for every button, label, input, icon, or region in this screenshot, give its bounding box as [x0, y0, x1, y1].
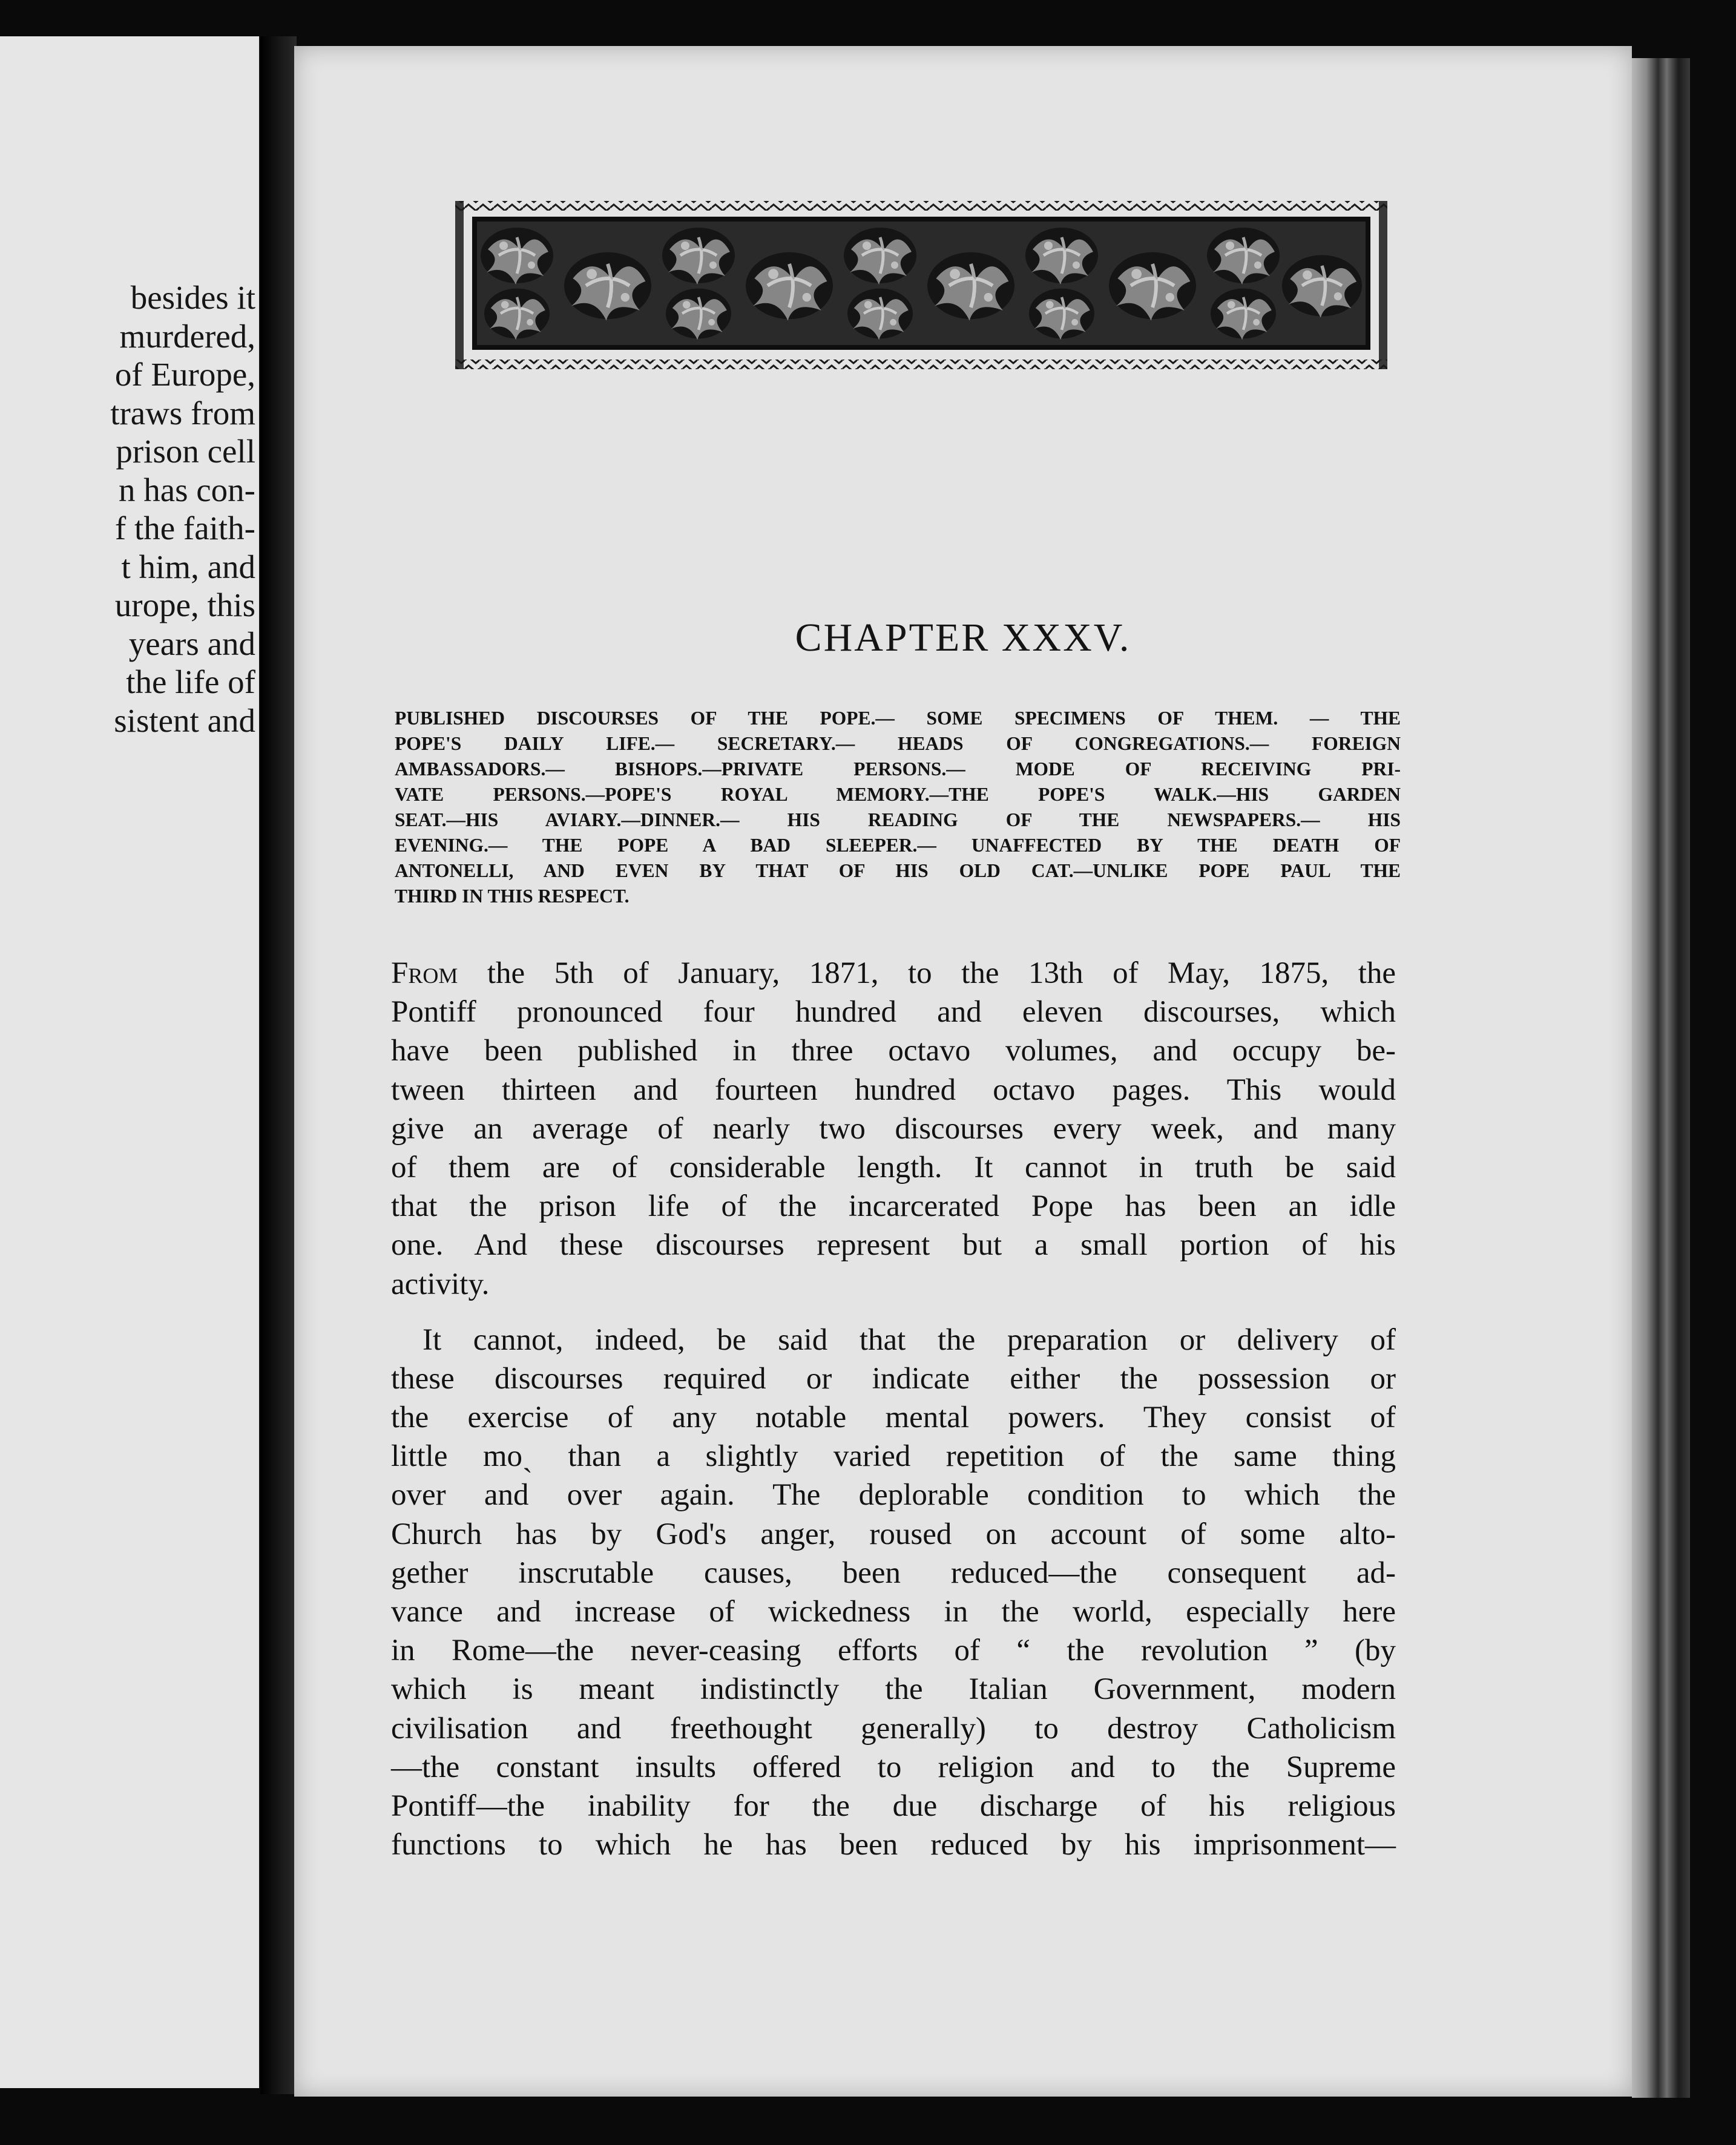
left-line: the life of — [126, 663, 255, 700]
synopsis-line: THIRD IN THIS RESPECT. — [395, 885, 630, 907]
paragraph-line: It cannot, indeed, be said that the preparation or delivery of — [422, 1322, 1396, 1357]
left-line: n has con- — [118, 471, 255, 508]
body-text — [391, 954, 1396, 1864]
paragraph-line: which is meant indistinctly the Italian Government, modern — [391, 1672, 1396, 1707]
paragraph-line: these discourses required or indicate either the possession or — [391, 1361, 1396, 1396]
paragraph-line: gether inscrutable causes, been reduced—the consequent ad- — [391, 1555, 1396, 1590]
paragraph-line: little moˎ than a slightly varied repetition of the same thing — [391, 1439, 1396, 1474]
first-line-rest: the 5th of January, 1871, to the 13th of May, 1875, the — [458, 956, 1396, 990]
page-stack-edge — [1632, 58, 1690, 2098]
left-line: sistent and — [114, 701, 255, 739]
paragraph-line: functions to which he has been reduced by his imprisonment— — [391, 1828, 1396, 1862]
synopsis-line: ANTONELLI, AND EVEN BY THAT OF HIS OLD CAT.—UNLIKE POPE PAUL THE — [395, 860, 1401, 881]
opening-word: From — [391, 956, 458, 990]
paragraph-line: vance and increase of wickedness in the world, especially here — [391, 1595, 1396, 1629]
synopsis-line: POPE'S DAILY LIFE.— SECRETARY.— HEADS OF CONGREGATIONS.— FOREIGN — [395, 733, 1401, 754]
synopsis-line: AMBASSADORS.— BISHOPS.—PRIVATE PERSONS.— MODE OF RECEIVING PRI- — [395, 758, 1401, 780]
left-line: besides it — [130, 279, 255, 316]
paragraph-line: Pontiff—the inability for the due discharge of his religious — [391, 1789, 1396, 1823]
left-page-text — [0, 278, 255, 740]
paragraph-line: one. And these discourses represent but a small portion of his — [391, 1228, 1396, 1263]
paragraph-line: tween thirteen and fourteen hundred octavo pages. This would — [391, 1072, 1396, 1107]
decorative-leaf-band-icon — [450, 195, 1392, 376]
left-line: urope, this — [114, 586, 255, 623]
chapter-title: CHAPTER XXXV. — [795, 616, 1131, 660]
left-facing-page — [0, 36, 268, 2088]
left-line: murdered, — [119, 317, 255, 355]
synopsis-line: EVENING.— THE POPE A BAD SLEEPER.— UNAFFECTED BY THE DEATH OF — [395, 835, 1401, 856]
left-line: t him, and — [121, 548, 255, 585]
book-gutter — [260, 36, 297, 2094]
paragraph-line: Pontiff pronounced four hundred and eleven discourses, which — [391, 995, 1396, 1030]
paragraph-line: —the constant insults offered to religion and to the Supreme — [391, 1750, 1396, 1784]
chapter-synopsis — [395, 706, 1401, 909]
paragraph-line: in Rome—the never-ceasing efforts of “ the revolution ” (by — [391, 1634, 1396, 1668]
paragraph-line: the exercise of any notable mental powers. They consist of — [391, 1401, 1396, 1435]
paragraph-line: civilisation and freethought generally) to destroy Catholicism — [391, 1711, 1396, 1746]
left-line: traws from — [110, 394, 255, 432]
synopsis-line: VATE PERSONS.—POPE'S ROYAL MEMORY.—THE POPE'S WALK.—HIS GARDEN — [395, 784, 1401, 805]
paragraph-line: give an average of nearly two discourses every week, and many — [391, 1111, 1396, 1146]
left-line: f the faith- — [114, 510, 255, 547]
left-line: years and — [128, 625, 255, 662]
synopsis-line: PUBLISHED DISCOURSES OF THE POPE.— SOME SPECIMENS OF THEM. — THE — [395, 708, 1401, 729]
paragraph-line: that the prison life of the incarcerated Pope has been an idle — [391, 1189, 1396, 1224]
right-page — [294, 46, 1632, 2097]
paragraph-line: activity. — [391, 1267, 490, 1301]
paragraph-line: have been published in three octavo volumes, and occupy be- — [391, 1034, 1396, 1068]
left-line: of Europe, — [114, 356, 255, 393]
paragraph-line: of them are of considerable length. It cannot in truth be said — [391, 1150, 1396, 1184]
paragraph-gap — [391, 1304, 1396, 1321]
paragraph-1-first-line — [391, 954, 1396, 993]
synopsis-line: SEAT.—HIS AVIARY.—DINNER.— HIS READING OF THE NEWSPAPERS.— HIS — [395, 809, 1401, 830]
paragraph-line: over and over again. The deplorable condition to which the — [391, 1478, 1396, 1513]
left-line: prison cell — [116, 433, 255, 470]
paragraph-line: Church has by God's anger, roused on account of some alto- — [391, 1517, 1396, 1551]
